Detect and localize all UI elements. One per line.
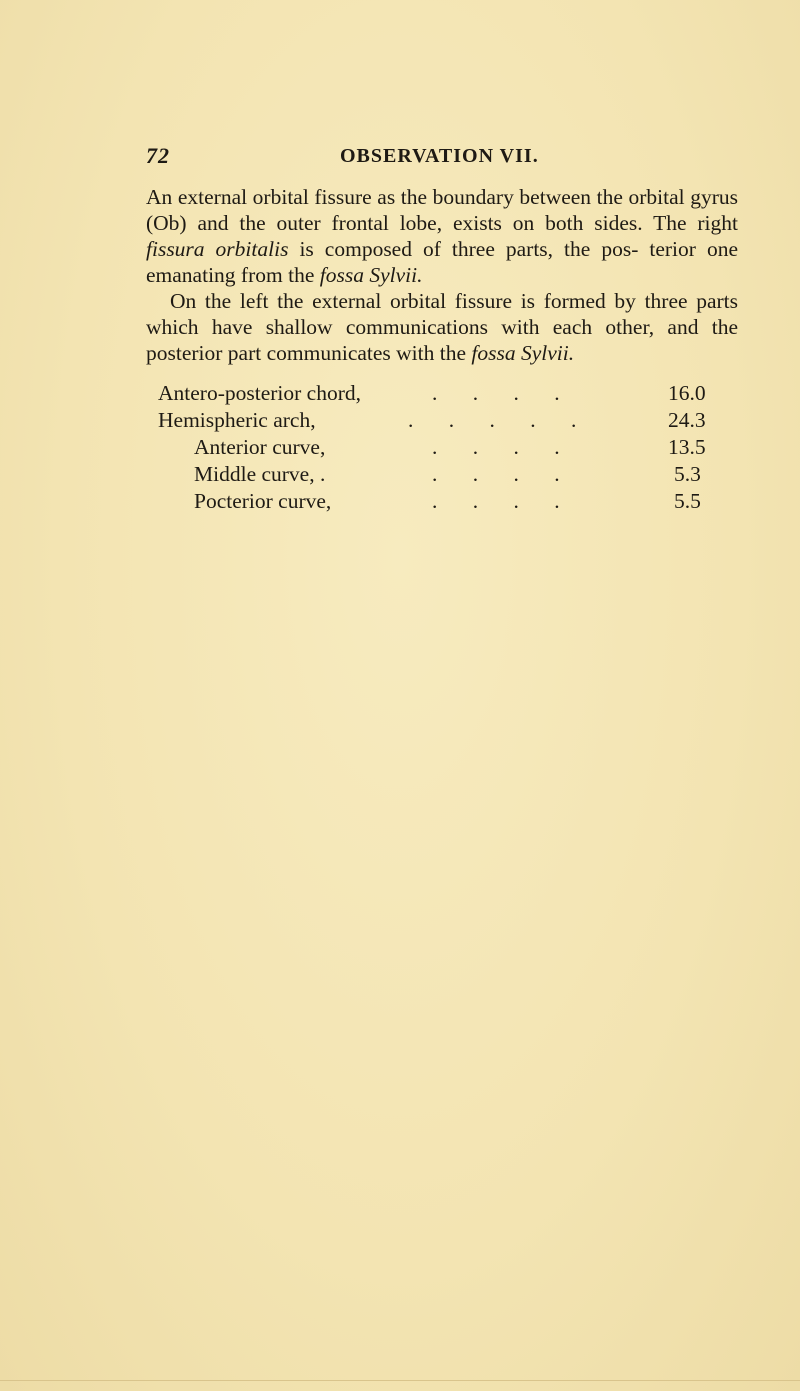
measurement-label: Anterior curve, <box>194 435 326 459</box>
p2-line-2: parts which have shallow communications with each other, <box>146 289 739 339</box>
measurement-row <box>146 434 738 461</box>
measurement-label: Pocterior curve, <box>194 489 332 513</box>
p1-line-2: gyrus (Ob) and the outer frontal lobe, exists on both sides. <box>146 185 738 235</box>
measurement-label: Middle curve, . <box>194 462 326 486</box>
page-edge-line <box>0 1380 800 1381</box>
measurement-value: 13.5 <box>668 435 706 459</box>
running-head: OBSERVATION VII. <box>340 145 539 167</box>
measurement-value: 24.3 <box>668 408 706 432</box>
measurement-value: 5.5 <box>674 489 701 513</box>
measurement-label: Hemispheric arch, <box>158 408 316 432</box>
measurement-row <box>146 461 738 488</box>
p2-line-1: On the left the external orbital fissure is formed by three <box>170 289 688 313</box>
p2-line-3-pre: and the posterior part communicates with the <box>146 315 739 365</box>
p2-line-3-italic: fossa Sylvii. <box>471 341 575 365</box>
measurement-value: 5.3 <box>674 462 701 486</box>
measurements-table <box>146 380 738 515</box>
measurement-row <box>146 380 738 407</box>
page-header <box>146 143 736 173</box>
p1-line-1: An external orbital fissure as the boundary between the orbital <box>146 185 685 209</box>
page-number: 72 <box>146 143 170 168</box>
measurement-value: 16.0 <box>668 381 706 405</box>
leader-dots: . . . . <box>432 462 575 486</box>
leader-dots: . . . . . <box>408 408 592 432</box>
p1-line-3-post: is composed of three parts, the pos- <box>288 237 639 261</box>
measurement-row <box>146 488 738 515</box>
p1-line-3-pre: The right <box>653 211 738 235</box>
p1-line-4-italic: fossa Sylvii. <box>319 263 423 287</box>
paragraph-1 <box>146 184 738 288</box>
paragraph-2 <box>146 288 738 366</box>
leader-dots: . . . . <box>432 435 575 459</box>
measurement-row <box>146 407 738 434</box>
p1-line-3-italic: fissura orbitalis <box>146 237 289 261</box>
measurement-label: Antero-posterior chord, <box>158 381 361 405</box>
leader-dots: . . . . <box>432 381 575 405</box>
p1-line-4-pre: terior one emanating from the <box>146 237 738 287</box>
leader-dots: . . . . <box>432 489 575 513</box>
body-text <box>146 184 738 366</box>
